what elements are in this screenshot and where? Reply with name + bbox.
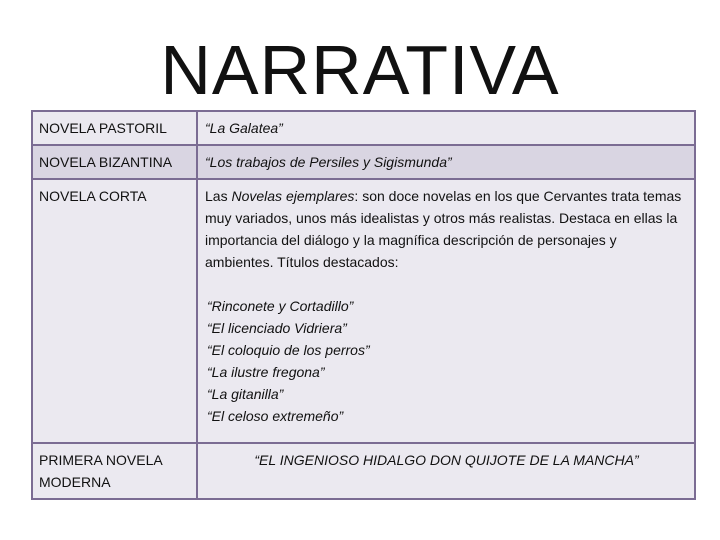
work-cell <box>197 443 695 499</box>
genre-label: NOVELA BIZANTINA <box>39 154 173 170</box>
literature-table <box>31 110 696 500</box>
work-title: “La Galatea” <box>205 120 283 136</box>
table-row-moderna <box>32 443 695 499</box>
list-item: “El celoso extremeño” <box>207 408 344 424</box>
table-row-corta <box>32 179 695 443</box>
table-row-bizantina <box>32 145 695 179</box>
genre-cell <box>32 111 197 145</box>
list-item: “La ilustre fregona” <box>207 364 325 380</box>
list-item: “La gitanilla” <box>207 386 284 402</box>
work-cell <box>197 145 695 179</box>
genre-label: NOVELA PASTORIL <box>39 120 167 136</box>
work-title: “EL INGENIOSO HIDALGO DON QUIJOTE DE LA MANCHA” <box>254 452 639 468</box>
description-cell <box>197 179 695 443</box>
genre-label: NOVELA CORTA <box>39 188 147 204</box>
work-title: “Los trabajos de Persiles y Sigismunda” <box>205 154 452 170</box>
featured-titles-list <box>205 295 688 427</box>
work-cell <box>197 111 695 145</box>
list-item: “El coloquio de los perros” <box>207 342 370 358</box>
table-row-pastoril <box>32 111 695 145</box>
genre-cell <box>32 145 197 179</box>
slide-title: NARRATIVA <box>160 31 560 109</box>
list-item: “Rinconete y Cortadillo” <box>207 298 354 314</box>
genre-label: PRIMERA NOVELA MODERNA <box>39 452 162 490</box>
description-text: : son doce novelas en los que Cervantes trata temas muy variados, unos más idealistas y otros más realistas. Destaca en ellas la importancia del diálogo y la magnífica descripción de personajes y ambientes. Títulos destacados: <box>205 188 682 270</box>
description-emphasis: Novelas ejemplares <box>231 188 355 204</box>
description-paragraph <box>205 185 688 273</box>
genre-cell <box>32 443 197 499</box>
genre-cell <box>32 179 197 443</box>
list-item: “El licenciado Vidriera” <box>207 320 347 336</box>
description-intro: Las <box>205 188 232 204</box>
